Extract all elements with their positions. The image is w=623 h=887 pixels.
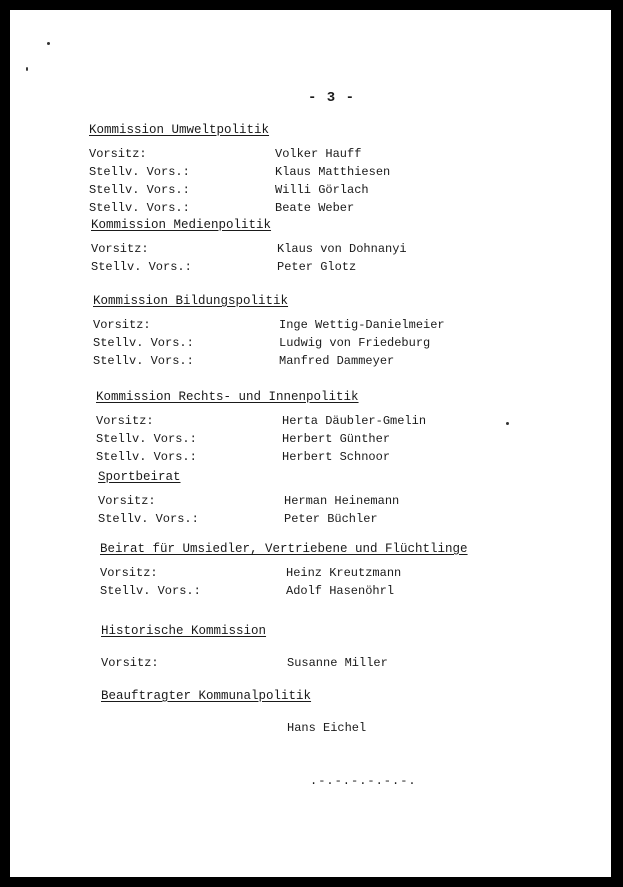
section-heading: Kommission Rechts- und Innenpolitik <box>96 390 359 404</box>
role-label: Vorsitz: <box>96 414 154 428</box>
member-name: Herman Heinemann <box>284 494 400 508</box>
role-label: Stellv. Vors.: <box>93 354 194 368</box>
member-row <box>96 412 426 430</box>
role-label: Stellv. Vors.: <box>89 183 190 197</box>
member-name: Peter Büchler <box>284 512 378 526</box>
role-label: Vorsitz: <box>93 318 151 332</box>
member-row <box>93 316 445 334</box>
member-name: Peter Glotz <box>277 260 357 274</box>
role-label <box>101 719 287 737</box>
section-bildungspolitik <box>93 294 445 370</box>
section-rechts-innenpolitik <box>96 390 426 466</box>
page-number: - 3 - <box>308 90 356 106</box>
member-row <box>93 334 445 352</box>
role-label: Vorsitz: <box>89 147 147 161</box>
member-name: Herta Däubler-Gmelin <box>282 414 427 428</box>
role-label: Vorsitz: <box>100 566 158 580</box>
role-label: Vorsitz: <box>101 656 159 670</box>
member-row <box>101 654 388 672</box>
member-row <box>96 430 426 448</box>
member-name: Susanne Miller <box>287 656 388 670</box>
member-row <box>89 163 390 181</box>
member-name: Hans Eichel <box>287 721 367 735</box>
member-name: Heinz Kreutzmann <box>286 566 402 580</box>
member-name: Ludwig von Friedeburg <box>279 336 431 350</box>
member-row <box>93 352 445 370</box>
member-row <box>100 564 468 582</box>
role-label: Stellv. Vors.: <box>93 336 194 350</box>
member-row <box>89 145 390 163</box>
member-name: Klaus Matthiesen <box>275 165 391 179</box>
member-name: Herbert Günther <box>282 432 391 446</box>
role-label: Stellv. Vors.: <box>89 165 190 179</box>
member-name: Beate Weber <box>275 201 355 215</box>
section-historische-kommission <box>101 624 388 672</box>
scan-speck <box>506 422 509 425</box>
member-name: Inge Wettig-Danielmeier <box>279 318 445 332</box>
footer-separator: .-.-.-.-.-.-. <box>310 774 417 788</box>
member-row <box>96 448 426 466</box>
role-label: Stellv. Vors.: <box>89 201 190 215</box>
scan-speck <box>26 67 28 71</box>
section-heading: Historische Kommission <box>101 624 267 638</box>
member-name: Herbert Schnoor <box>282 450 391 464</box>
member-row <box>98 492 399 510</box>
section-heading: Beauftragter Kommunalpolitik <box>101 689 312 703</box>
role-label: Vorsitz: <box>91 242 149 256</box>
member-row <box>98 510 399 528</box>
member-row <box>101 719 366 737</box>
section-heading: Beirat für Umsiedler, Vertriebene und Flüchtlinge <box>100 542 468 556</box>
section-beirat-umsiedler <box>100 542 468 600</box>
section-medienpolitik <box>91 218 407 276</box>
member-name: Klaus von Dohnanyi <box>277 242 407 256</box>
member-name: Manfred Dammeyer <box>279 354 395 368</box>
role-label: Vorsitz: <box>98 494 156 508</box>
member-row <box>89 181 390 199</box>
member-name: Adolf Hasenöhrl <box>286 584 395 598</box>
role-label: Stellv. Vors.: <box>100 584 201 598</box>
role-label: Stellv. Vors.: <box>91 260 192 274</box>
section-kommunalpolitik <box>101 689 366 737</box>
scan-speck <box>47 42 50 45</box>
section-heading: Kommission Bildungspolitik <box>93 294 289 308</box>
member-name: Volker Hauff <box>275 147 362 161</box>
member-row <box>91 240 407 258</box>
section-heading: Kommission Umweltpolitik <box>89 123 270 137</box>
member-row <box>100 582 468 600</box>
role-label: Stellv. Vors.: <box>96 450 197 464</box>
section-sportbeirat <box>98 470 399 528</box>
document-page <box>10 10 611 877</box>
member-name: Willi Görlach <box>275 183 369 197</box>
section-heading: Sportbeirat <box>98 470 181 484</box>
role-label: Stellv. Vors.: <box>96 432 197 446</box>
section-heading: Kommission Medienpolitik <box>91 218 272 232</box>
member-row <box>91 258 407 276</box>
member-row <box>89 199 390 217</box>
section-umweltpolitik <box>89 123 390 217</box>
role-label: Stellv. Vors.: <box>98 512 199 526</box>
